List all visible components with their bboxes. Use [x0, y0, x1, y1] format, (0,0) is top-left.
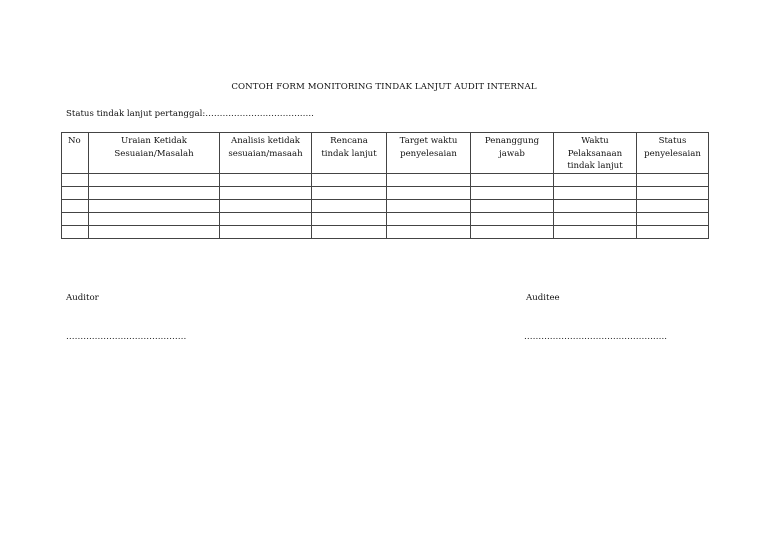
table-cell[interactable] [62, 226, 89, 239]
table-cell[interactable] [387, 226, 471, 239]
auditee-label: Auditee [526, 293, 560, 303]
table-cell[interactable] [387, 213, 471, 226]
table-cell[interactable] [637, 213, 709, 226]
table-cell[interactable] [89, 200, 220, 213]
table-cell[interactable] [471, 213, 554, 226]
table-cell[interactable] [554, 174, 637, 187]
header-uraian: Uraian Ketidak Sesuaian/Masalah [89, 133, 220, 174]
table-cell[interactable] [89, 213, 220, 226]
table-cell[interactable] [89, 174, 220, 187]
header-penanggung-jawab: Penanggung jawab [471, 133, 554, 174]
auditor-label: Auditor [66, 293, 99, 303]
table-row [62, 174, 709, 187]
table-cell[interactable] [387, 174, 471, 187]
header-status: Status penyelesaian [637, 133, 709, 174]
table-cell[interactable] [554, 226, 637, 239]
table-cell[interactable] [387, 187, 471, 200]
table-cell[interactable] [471, 226, 554, 239]
header-target-waktu: Target waktu penyelesaian [387, 133, 471, 174]
table-cell[interactable] [62, 187, 89, 200]
header-analisis: Analisis ketidak sesuaian/masaah [220, 133, 312, 174]
table-cell[interactable] [471, 174, 554, 187]
document-title: CONTOH FORM MONITORING TINDAK LANJUT AUDIT INTERNAL [231, 82, 537, 92]
table-cell[interactable] [554, 213, 637, 226]
table-cell[interactable] [220, 200, 312, 213]
table-cell[interactable] [220, 226, 312, 239]
status-date-line: Status tindak lanjut pertanggal:……………………………….. [66, 109, 314, 119]
header-no: No [62, 133, 89, 174]
table-row [62, 187, 709, 200]
table-cell[interactable] [554, 187, 637, 200]
table-cell[interactable] [312, 174, 387, 187]
table-cell[interactable] [312, 226, 387, 239]
header-rencana: Rencana tindak lanjut [312, 133, 387, 174]
monitoring-table [61, 132, 709, 239]
table-cell[interactable] [89, 187, 220, 200]
table-cell[interactable] [637, 200, 709, 213]
table-row [62, 213, 709, 226]
table-cell[interactable] [89, 226, 220, 239]
table-cell[interactable] [554, 200, 637, 213]
auditee-signature-line: ………………………………………….. [524, 332, 667, 342]
header-waktu-pelaksanaan: Waktu Pelaksanaan tindak lanjut [554, 133, 637, 174]
table-cell[interactable] [637, 187, 709, 200]
auditor-signature-line: …………………………………… [66, 332, 187, 342]
table-cell[interactable] [62, 213, 89, 226]
table-row [62, 226, 709, 239]
table-row [62, 200, 709, 213]
table-cell[interactable] [312, 213, 387, 226]
table-cell[interactable] [220, 213, 312, 226]
table-cell[interactable] [471, 187, 554, 200]
table-cell[interactable] [637, 226, 709, 239]
table-cell[interactable] [387, 200, 471, 213]
table-cell[interactable] [220, 174, 312, 187]
table-cell[interactable] [312, 187, 387, 200]
table-cell[interactable] [220, 187, 312, 200]
table-cell[interactable] [312, 200, 387, 213]
table-cell[interactable] [62, 200, 89, 213]
table-cell[interactable] [62, 174, 89, 187]
table-header-row [62, 133, 709, 174]
table-cell[interactable] [471, 200, 554, 213]
table-cell[interactable] [637, 174, 709, 187]
